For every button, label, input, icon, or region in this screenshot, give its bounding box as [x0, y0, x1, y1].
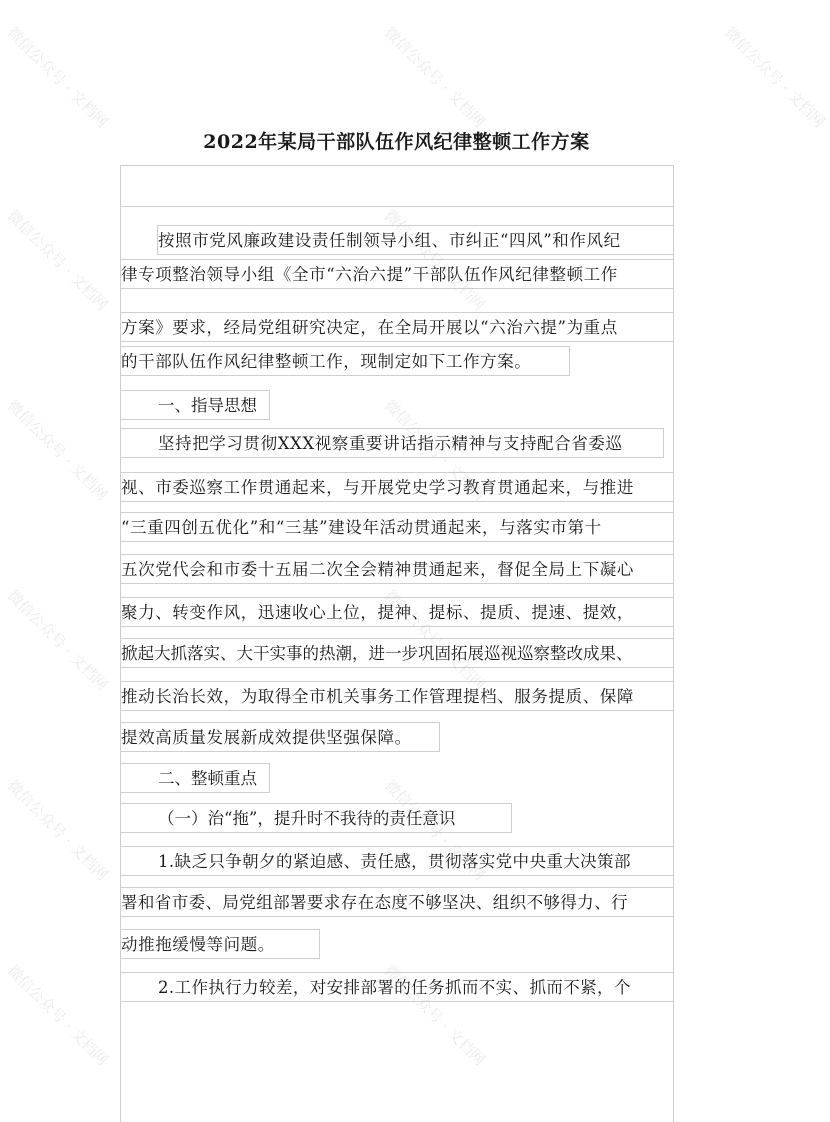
watermark-text: 微信公众号 · 文档网 [3, 23, 112, 132]
watermark-text: 微信公众号 · 文档网 [3, 206, 112, 315]
paragraph-line: 的干部队伍作风纪律整顿工作，现制定如下工作方案。 [120, 346, 570, 376]
paragraph-line: 律专项整治领导小组《全市“六治六提”干部队伍作风纪律整顿工作 [120, 259, 674, 289]
watermark-text: 微信公众号 · 文档网 [380, 396, 489, 505]
watermark-text: 微信公众号 · 文档网 [380, 23, 489, 132]
paragraph-line: 推动长治长效，为取得全市机关事务工作管理提档、服务提质、保障 [120, 681, 674, 711]
section-heading: 二、整顿重点 [120, 763, 270, 793]
watermark-text: 微信公众号 · 文档网 [380, 586, 489, 695]
watermark-text: 微信公众号 · 文档网 [380, 776, 489, 885]
paragraph-line: 2.工作执行力较差，对安排部署的任务抓而不实、抓而不紧，个 [120, 972, 674, 1002]
document-title: 2022年某局干部队伍作风纪律整顿工作方案 [203, 131, 590, 153]
paragraph-line: 按照市党风廉政建设责任制领导小组、市纠正“四风”和作风纪 [157, 225, 674, 255]
paragraph-line: 1.缺乏只争朝夕的紧迫感、责任感，贯彻落实党中央重大决策部 [120, 846, 674, 876]
paragraph-line: 掀起大抓落实、大干实事的热潮，进一步巩固拓展巡视巡察整改成果、 [120, 638, 674, 668]
paragraph-line: 署和省市委、局党组部署要求存在态度不够坚决、组织不够得力、行 [120, 887, 674, 917]
watermark-text: 微信公众号 · 文档网 [380, 961, 489, 1070]
paragraph-line: 方案》要求，经局党组研究决定，在全局开展以“六治六提”为重点 [120, 312, 674, 342]
paragraph-line: 视、市委巡察工作贯通起来，与开展党史学习教育贯通起来，与推进 [120, 472, 674, 502]
paragraph-line: 五次党代会和市委十五届二次全会精神贯通起来，督促全局上下凝心 [120, 554, 674, 584]
paragraph-line: 动推拖缓慢等问题。 [120, 929, 320, 959]
watermark-text: 微信公众号 · 文档网 [3, 396, 112, 505]
watermark-text: 微信公众号 · 文档网 [3, 776, 112, 885]
subsection-heading: （一）治“拖”，提升时不我待的责任意识 [120, 803, 512, 833]
frame-divider [120, 206, 674, 208]
watermark-text: 微信公众号 · 文档网 [3, 961, 112, 1070]
watermark-text: 微信公众号 · 文档网 [720, 23, 829, 132]
paragraph-line: 聚力、转变作风，迅速收心上位，提神、提标、提质、提速、提效， [120, 597, 674, 627]
watermark-text: 微信公众号 · 文档网 [3, 586, 112, 695]
watermark-text: 微信公众号 · 文档网 [380, 206, 489, 315]
paragraph-line: 提效高质量发展新成效提供坚强保障。 [120, 722, 440, 752]
section-heading: 一、指导思想 [120, 390, 270, 420]
paragraph-line: “三重四创五优化”和“三基”建设年活动贯通起来，与落实市第十 [120, 512, 674, 542]
paragraph-line: 坚持把学习贯彻XXX视察重要讲话指示精神与支持配合省委巡 [120, 428, 664, 458]
